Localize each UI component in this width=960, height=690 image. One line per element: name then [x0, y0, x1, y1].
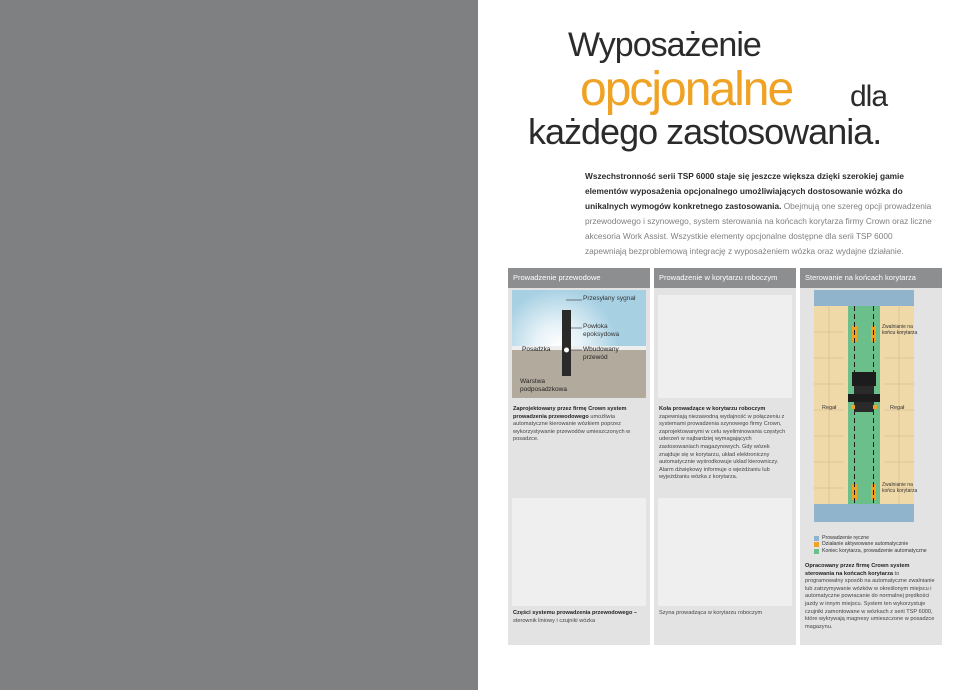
label-shelf-left: Regał	[822, 405, 837, 411]
title-line-1: Wyposażenie	[568, 26, 761, 64]
legend-swatch	[814, 542, 819, 547]
aisle-legend	[814, 535, 927, 554]
label-slowdown-top: Zwalnianie na końcu korytarza	[882, 324, 918, 336]
column-wire-guidance	[508, 268, 650, 645]
label-signal: Przesyłany sygnał	[583, 295, 636, 302]
label-subfloor: Warstwa podposadzkowa	[520, 378, 567, 393]
column-rail-guidance	[654, 268, 796, 645]
legend-item: Prowadzenie ręczne	[814, 535, 927, 541]
aisle-description: Opracowany przez firmę Crown system sterowania na końcach korytarza to programowalny sposób na automatyczne zwalnianie lub zatrzymywanie wózków w określonym miejscu i automatyczne powracanie do normalnej prędkości jazdy w innym miejscu. System ten wykorzystuje czujniki zamontowane w wózkach z serii TSP 6000, które wykrywają magnesy umieszczone w posadzce magazynu.	[805, 563, 935, 630]
photo-placeholder	[658, 295, 792, 398]
label-shelf-right: Regał	[890, 405, 905, 411]
legend-swatch	[814, 549, 819, 554]
label-floor: Posadzka	[522, 346, 551, 353]
legend-item: Działanie aktywowane automatycznie	[814, 541, 927, 547]
legend-swatch	[814, 536, 819, 541]
rail-caption: Szyna prowadząca w korytarzu roboczym	[659, 610, 763, 616]
photo-placeholder	[512, 498, 646, 606]
title-accent: opcjonalne	[580, 63, 793, 116]
label-slowdown-bottom: Zwalnianie na końcu korytarza	[882, 482, 918, 494]
wire-caption: Części systemu prowadzenia przewodowego – sterownik liniowy i czujniki wózka	[513, 610, 638, 624]
wire-description: Zaprojektowany przez firmę Crown system prowadzenia przewodowego umożliwia automatyczne kierowanie wózkiem poprzez wykorzystywanie przewodów umieszczonych w posadzce.	[513, 406, 631, 443]
title-line-2-rest: dla	[850, 80, 888, 113]
rail-description: Koła prowadzące w korytarzu roboczym zapewniają niezawodną wydajność w połączeniu z systemami prowadzenia szynowego firmy Crown, zaprojektowanymi w celu wyeliminowania częstych uderzeń w najbardziej wymagających zastosowaniach magazynowych. Gdy wózek znajduje się w korytarzu, układ elektroniczny automatycznie wyśrodkowuje układ kierowniczy. Alarm dźwiękowy informuje o wjeżdżaniu lub wyjeżdżaniu wózka z korytarza.	[659, 406, 786, 481]
column-header: Sterowanie na końcach korytarza	[800, 268, 942, 288]
gray-photo-panel	[0, 0, 478, 690]
label-wire: Wbudowany przewód	[583, 346, 619, 361]
label-epoxy: Powłoka epoksydowa	[583, 323, 620, 338]
title-line-3: każdego zastosowania.	[528, 111, 882, 152]
column-aisle-end-control	[800, 268, 942, 645]
column-header: Prowadzenie w korytarzu roboczym	[654, 268, 796, 288]
legend-item: Koniec korytarza, prowadzenie automatyczne	[814, 548, 927, 554]
photo-placeholder	[658, 498, 792, 606]
intro-paragraph: Wszechstronność serii TSP 6000 staje się jeszcze większa dzięki szerokiej gamie elementów wyposażenia opcjonalnego umożliwiających dostosowanie wózka do unikalnych wymogów konkretnego zastosowania. Obejmują one szereg opcji prowadzenia przewodowego i szynowego, system sterowania na końcach korytarza firmy Crown oraz liczne akcesoria Work Assist. Wszystkie elementy opcjonalne dostępne dla serii TSP 6000 zapewniają bezproblemową integrację z wyposażeniem wózka oraz wydajne działanie.	[585, 171, 932, 256]
column-header: Prowadzenie przewodowe	[508, 268, 650, 288]
aisle-diagram	[800, 288, 942, 538]
